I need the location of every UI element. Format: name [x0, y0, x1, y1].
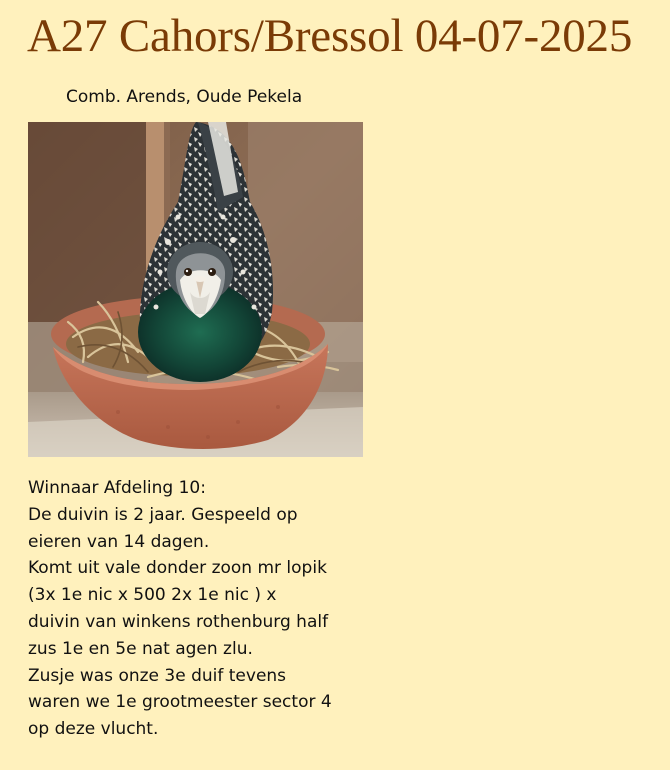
description-line: (3x 1e nic x 500 2x 1e nic ) x	[28, 585, 277, 606]
description-text	[28, 475, 373, 743]
description-line: zus 1e en 5e nat agen zlu.	[28, 638, 253, 659]
pigeon-photo	[28, 122, 363, 457]
description-line: op deze vlucht.	[28, 719, 159, 740]
description-line: duivin van winkens rothenburg half	[28, 611, 329, 632]
description-line: Zusje was onze 3e duif tevens	[28, 665, 287, 686]
description-line: eieren van 14 dagen.	[28, 531, 210, 552]
page-title: A27 Cahors/Bressol 04-07-2025	[27, 10, 633, 62]
description-line: waren we 1e grootmeester sector 4	[28, 692, 332, 713]
page-subtitle: Comb. Arends, Oude Pekela	[66, 87, 303, 107]
description-line: De duivin is 2 jaar. Gespeeld op	[28, 504, 298, 525]
description-line: Winnaar Afdeling 10:	[28, 478, 206, 498]
description-line: Komt uit vale donder zoon mr lopik	[28, 558, 327, 579]
